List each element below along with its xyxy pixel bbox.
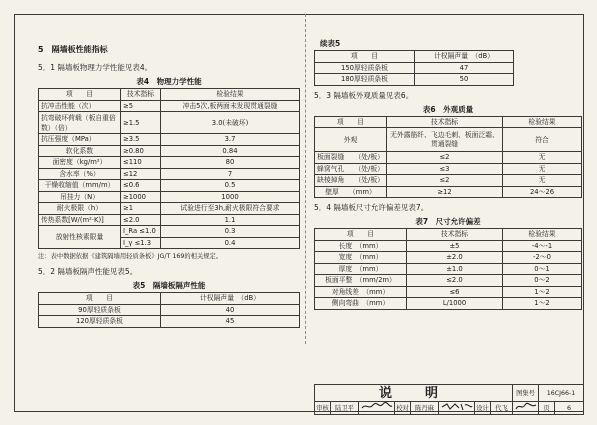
result-cell: -4～-1 [503,240,582,252]
result-cell: 无 [503,163,582,175]
spec-cell: ≥5 [121,100,161,112]
spec-cell: ≤2 [387,175,503,187]
spec-cell: ≤2.0 [121,214,161,226]
table-row [39,191,300,203]
header-cell: 技术指标 [387,116,503,128]
section-paragraph: 5．4 隔墙板尺寸允许偏差见表7。 [314,203,429,212]
item-cell: 宽度 （mm） [315,252,407,264]
section-paragraph: 5．1 隔墙板物理力学性能见表4。 [38,63,153,72]
result-cell: -2～0 [503,252,582,264]
table7-caption: 表7 尺寸允许偏差 [415,217,481,226]
table7 [314,228,582,310]
table4-note: 注：表中数据依据《建筑隔墙用轻质条板》JG/T 169的相关规定。 [38,253,223,260]
table-row [39,226,300,238]
header-cell: 计权隔声量 （dB） [161,293,300,305]
spec-cell: I_Ra ≤1.0 [121,226,161,238]
spec-cell: ≥1.5 [121,112,161,134]
item-cell: 板面裂缝 （处/板） [315,152,387,164]
header-cell: 项 目 [315,116,387,128]
spec-cell: ±2.0 [407,252,503,264]
item-cell: 传热系数[W/(m²·K)] [39,214,121,226]
signature-mark [441,402,473,411]
checker-signature [439,402,475,415]
spec-cell: 无外露筋纤、飞边毛刺、板面泛霜、贯通裂缝 [387,128,503,152]
item-cell: 抗弯破坏荷载（板自重倍数）（倍） [39,112,121,134]
result-cell: 0.84 [161,145,300,157]
result-cell: 冲击5次,板两面未发现贯通裂缝 [161,100,300,112]
item-cell: 吊挂力（N） [39,191,121,203]
section-heading: 5 隔墙板性能指标 [38,45,108,54]
result-cell: 1000 [161,191,300,203]
table-row [39,203,300,215]
review-label: 审核 [315,402,331,415]
table-header-row [315,116,582,128]
table-row [315,128,582,152]
item-cell: 长度 （mm） [315,240,407,252]
table-row [315,286,582,298]
result-cell: 试验进行至3h,耐火极限符合要求 [161,203,300,215]
table-row [315,62,514,74]
reviewer-signature [359,402,395,415]
table-row [315,263,582,275]
designer-signature [513,402,539,415]
table-row [315,163,582,175]
atlas-number: 16CJ66-1 [539,385,584,402]
reviewer-name: 陆卫平 [331,402,359,415]
spec-cell: I_γ ≤1.3 [121,237,161,249]
item-cell: 面密度（kg/m²） [39,157,121,169]
header-cell: 计权隔声量 （dB） [415,51,514,63]
table4-caption: 表4 物理力学性能 [136,77,202,86]
result-cell: 80 [161,157,300,169]
fold-line [305,14,306,344]
item-cell: 壁厚 （mm） [315,186,387,198]
sheet-title: 说 明 [315,385,513,402]
header-cell: 项 目 [39,293,161,305]
table5-caption: 表5 隔墙板隔声性能 [132,281,206,290]
table-row [315,240,582,252]
table-header-row [39,89,300,101]
result-cell: 0.3 [161,226,300,238]
checker-name: 陈丹麻 [411,402,439,415]
item-cell: 厚度 （mm） [315,263,407,275]
result-cell: 无 [503,175,582,187]
result-cell: 7 [161,168,300,180]
table-row [39,316,300,328]
table-row [39,304,300,316]
spec-cell: ≤2 [387,152,503,164]
left-column [38,44,300,328]
result-cell: 3.0(未破坏) [161,112,300,134]
result-cell: 47 [415,62,514,74]
header-cell: 项 目 [39,89,121,101]
table-row [315,152,582,164]
check-label: 校对 [395,402,411,415]
table-row [315,298,582,310]
item-cell: 180厚轻质条板 [315,74,415,86]
header-cell: 项 目 [315,229,407,241]
table-row [315,74,514,86]
result-cell: 40 [161,304,300,316]
item-cell: 对角线差 （mm） [315,286,407,298]
item-cell: 干燥收缩值（mm/m） [39,180,121,192]
result-cell: 1～2 [503,298,582,310]
spec-cell: ≥3.5 [121,134,161,146]
table-row [315,175,582,187]
right-column [314,36,582,310]
table5 [38,292,300,328]
header-cell: 检验结果 [503,116,582,128]
item-cell: 耐火极限（h） [39,203,121,215]
table4 [38,88,300,249]
table-row [39,180,300,192]
table6 [314,116,582,199]
result-cell: 3.7 [161,134,300,146]
header-cell: 检验结果 [161,89,300,101]
table5-continued [314,50,514,86]
spec-cell: ≥12 [387,186,503,198]
spec-cell: L/1000 [407,298,503,310]
result-cell: 0.5 [161,180,300,192]
table-header-row [39,293,300,305]
item-cell: 放射性核素限量 [39,226,121,249]
table6-caption: 表6 外观质量 [422,104,474,114]
design-label: 设计 [475,402,491,415]
result-cell: 符合 [503,128,582,152]
table-row [39,157,300,169]
section-paragraph: 5．3 隔墙板外观质量见表6。 [314,90,414,100]
spec-cell: ≤3 [387,163,503,175]
table-header-row [315,229,582,241]
page-label: 页 [539,402,555,415]
item-cell: 板面平整 （mm/2m） [315,275,407,287]
table-row [315,186,582,198]
table5cont-caption: 续表5 [320,39,341,48]
spec-cell: ≤12 [121,168,161,180]
spec-cell: ≤2.0 [407,275,503,287]
atlas-label: 图集号 [513,385,539,402]
item-cell: 120厚轻质条板 [39,316,161,328]
result-cell: 无 [503,152,582,164]
table-row [39,168,300,180]
spec-cell: ≤0.6 [121,180,161,192]
title-row [315,385,584,402]
result-cell: 50 [415,74,514,86]
page-number: 6 [555,402,584,415]
table-row [39,145,300,157]
spec-cell: ≥1000 [121,191,161,203]
table-row [39,112,300,134]
spec-cell: ≤6 [407,286,503,298]
item-cell: 缺棱掉角 （处/板） [315,175,387,187]
item-cell: 软化系数 [39,145,121,157]
result-cell: 1～2 [503,286,582,298]
item-cell: 含水率（%） [39,168,121,180]
item-cell: 侧向弯曲 （mm） [315,298,407,310]
signature-mark [515,402,537,411]
header-cell: 项 目 [315,51,415,63]
table-row [315,252,582,264]
item-cell: 150厚轻质条板 [315,62,415,74]
item-cell: 90厚轻质条板 [39,304,161,316]
item-cell: 蜂窝气孔 （处/板） [315,163,387,175]
table-row [315,275,582,287]
result-cell: 0～1 [503,263,582,275]
item-cell: 抗压强度（MPa） [39,134,121,146]
result-cell: 0～2 [503,275,582,287]
section-paragraph: 5．2 隔墙板隔声性能见表5。 [38,267,138,276]
spec-cell: ≥0.80 [121,145,161,157]
header-cell: 技术指标 [407,229,503,241]
result-cell: 0.4 [161,237,300,249]
table-header-row [315,51,514,63]
item-cell: 外观 [315,128,387,152]
result-cell: 24～26 [503,186,582,198]
spec-cell: ±5 [407,240,503,252]
title-block [314,384,584,415]
header-cell: 检验结果 [503,229,582,241]
item-cell: 抗冲击性能（次） [39,100,121,112]
result-cell: 45 [161,316,300,328]
table-row [39,214,300,226]
spec-cell: ±1.0 [407,263,503,275]
spec-cell: ≥1 [121,203,161,215]
designer-name: 代飞 [491,402,513,415]
signature-mark [361,402,393,411]
table-row [39,134,300,146]
spec-cell: ≤110 [121,157,161,169]
table-row [39,100,300,112]
header-cell: 技术指标 [121,89,161,101]
signature-row [315,402,584,415]
result-cell: 1.1 [161,214,300,226]
